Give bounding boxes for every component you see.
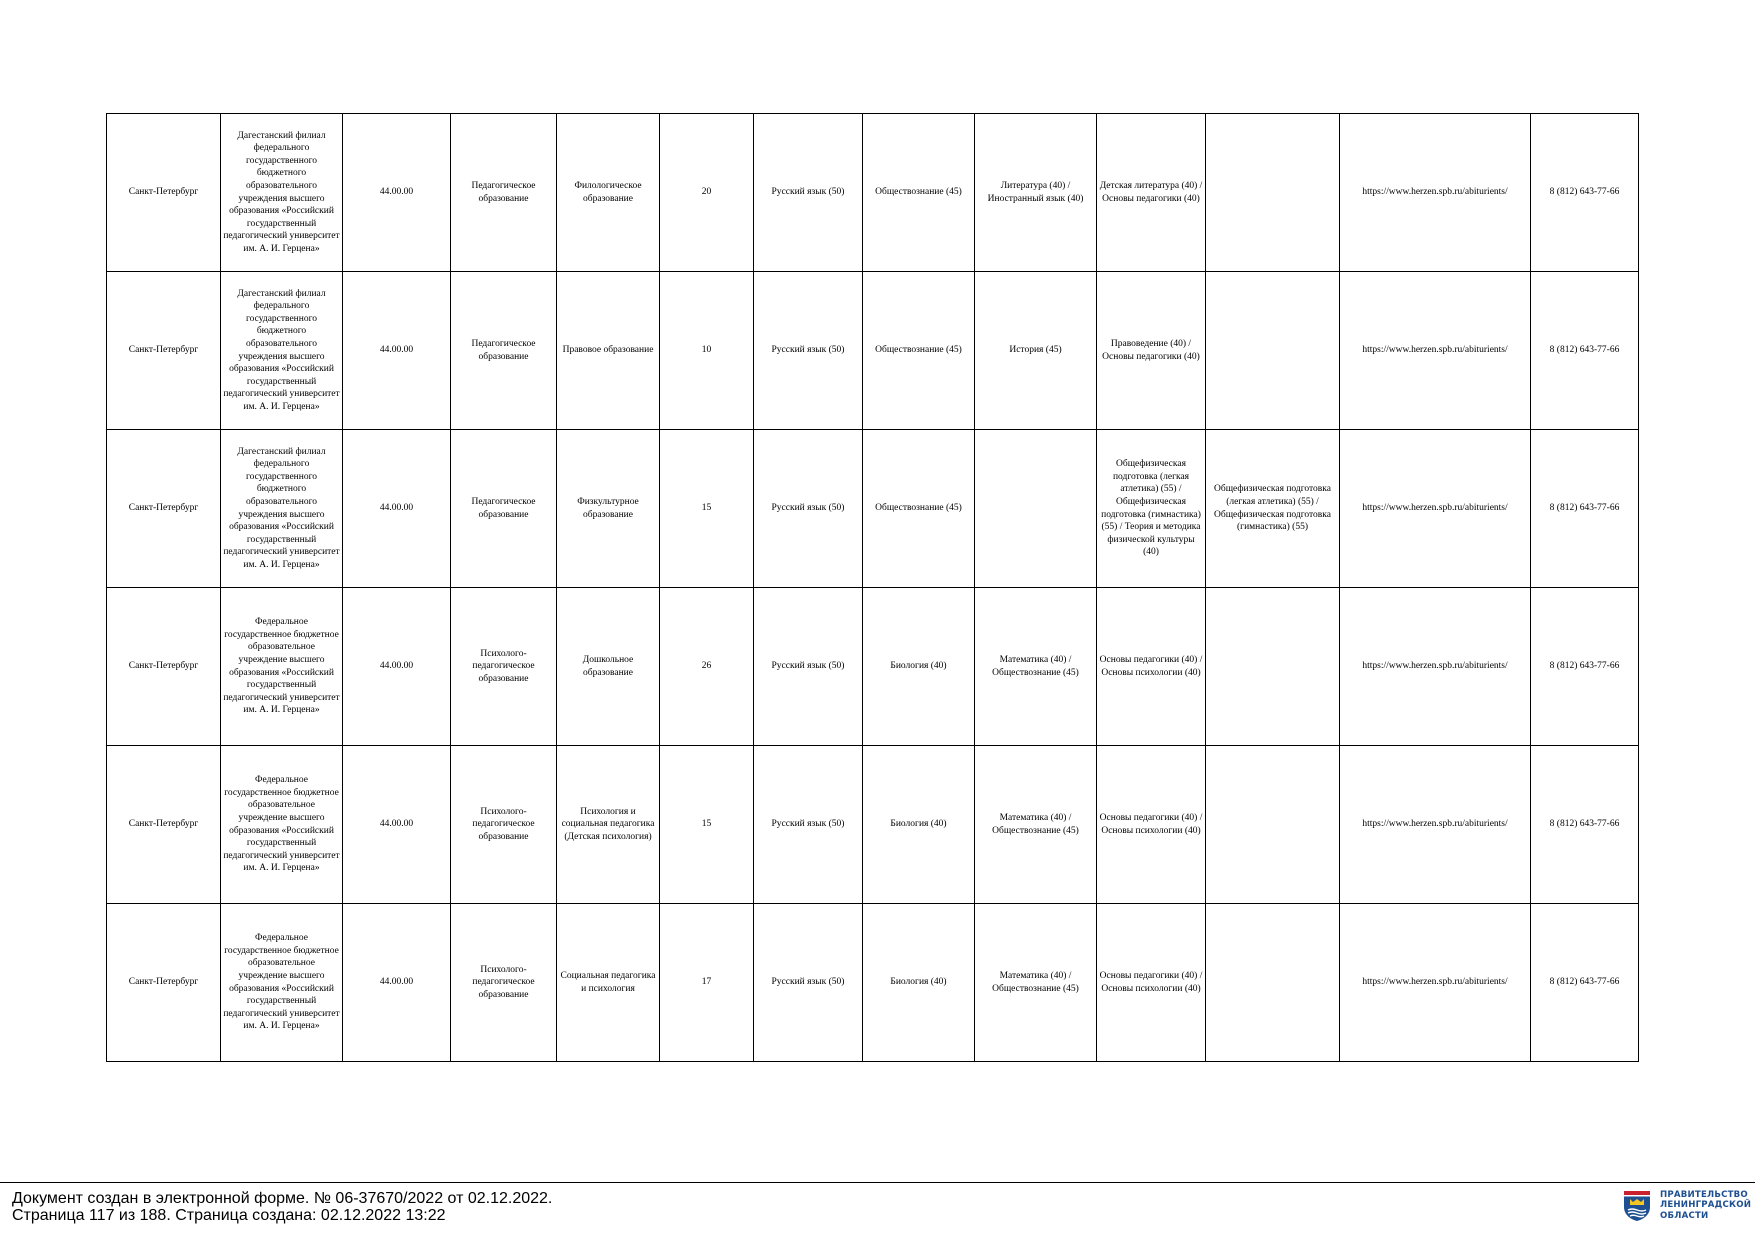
exam-3-cell [975,430,1097,588]
places-cell: 17 [660,904,754,1062]
field-cell: Психолого-педагогическое образование [451,746,557,904]
exam-4-cell: Общефизическая подготовка (легкая атлетика) (55) / Общефизическая подготовка (гимнастика) (55) / Теория и методика физической культуры (40) [1097,430,1206,588]
field-cell: Педагогическое образование [451,114,557,272]
program-cell: Дошкольное образование [557,588,660,746]
program-cell: Физкультурное образование [557,430,660,588]
exam-1-cell: Русский язык (50) [754,430,863,588]
code-cell: 44.00.00 [343,430,451,588]
exam-3-cell: Математика (40) / Обществознание (45) [975,588,1097,746]
exam-4-cell: Основы педагогики (40) / Основы психологии (40) [1097,588,1206,746]
exam-2-cell: Биология (40) [863,588,975,746]
exam-4-cell: Основы педагогики (40) / Основы психологии (40) [1097,904,1206,1062]
exam-2-cell: Обществознание (45) [863,272,975,430]
city-cell: Санкт-Петербург [107,746,221,904]
table-body [107,114,1639,1062]
exam-5-cell [1206,272,1340,430]
url-cell: https://www.herzen.spb.ru/abiturients/ [1340,114,1531,272]
city-cell: Санкт-Петербург [107,588,221,746]
url-cell: https://www.herzen.spb.ru/abiturients/ [1340,904,1531,1062]
institution-cell: Дагестанский филиал федерального государственного бюджетного образовательного учреждения высшего образования «Российский государственный педагогический университет им. А. И. Герцена» [221,114,343,272]
city-cell: Санкт-Петербург [107,430,221,588]
institution-cell: Федеральное государственное бюджетное образовательное учреждение высшего образования «Российский государственный педагогический университет им. А. И. Герцена» [221,904,343,1062]
footer-divider [0,1182,1755,1183]
logo-line-3: ОБЛАСТИ [1660,1210,1709,1221]
exam-5-cell [1206,904,1340,1062]
exam-2-cell: Обществознание (45) [863,114,975,272]
exam-4-cell: Основы педагогики (40) / Основы психологии (40) [1097,746,1206,904]
phone-cell: 8 (812) 643-77-66 [1531,904,1639,1062]
url-cell: https://www.herzen.spb.ru/abiturients/ [1340,272,1531,430]
exam-2-cell: Биология (40) [863,904,975,1062]
exam-1-cell: Русский язык (50) [754,588,863,746]
program-cell: Социальная педагогика и психология [557,904,660,1062]
coat-of-arms-icon [1623,1190,1651,1222]
phone-cell: 8 (812) 643-77-66 [1531,114,1639,272]
city-cell: Санкт-Петербург [107,114,221,272]
phone-cell: 8 (812) 643-77-66 [1531,746,1639,904]
exam-3-cell: Математика (40) / Обществознание (45) [975,746,1097,904]
government-logo [1620,1189,1750,1225]
document-footer [12,1190,552,1224]
logo-line-1: ПРАВИТЕЛЬСТВО [1660,1190,1748,1200]
city-cell: Санкт-Петербург [107,272,221,430]
phone-cell: 8 (812) 643-77-66 [1531,430,1639,588]
field-cell: Педагогическое образование [451,272,557,430]
program-cell: Правовое образование [557,272,660,430]
exam-3-cell: Математика (40) / Обществознание (45) [975,904,1097,1062]
code-cell: 44.00.00 [343,746,451,904]
program-cell: Психология и социальная педагогика (Детская психология) [557,746,660,904]
field-cell: Психолого-педагогическое образование [451,904,557,1062]
table-row [107,430,1639,588]
field-cell: Психолого-педагогическое образование [451,588,557,746]
exam-5-cell [1206,588,1340,746]
places-cell: 20 [660,114,754,272]
footer-line-document-info: Документ создан в электронной форме. № 06-37670/2022 от 02.12.2022. [12,1190,553,1207]
logo-line-2: ЛЕНИНГРАДСКОЙ [1660,1200,1752,1211]
institution-cell: Федеральное государственное бюджетное образовательное учреждение высшего образования «Российский государственный педагогический университет им. А. И. Герцена» [221,746,343,904]
exam-2-cell: Обществознание (45) [863,430,975,588]
places-cell: 10 [660,272,754,430]
footer-line-page-info: Страница 117 из 188. Страница создана: 02.12.2022 13:22 [12,1207,446,1224]
exam-1-cell: Русский язык (50) [754,114,863,272]
exam-5-cell: Общефизическая подготовка (легкая атлетика) (55) / Общефизическая подготовка (гимнастика) (55) [1206,430,1340,588]
code-cell: 44.00.00 [343,588,451,746]
table-row [107,272,1639,430]
code-cell: 44.00.00 [343,272,451,430]
exam-3-cell: История (45) [975,272,1097,430]
exam-1-cell: Русский язык (50) [754,904,863,1062]
table-row [107,588,1639,746]
exam-1-cell: Русский язык (50) [754,272,863,430]
phone-cell: 8 (812) 643-77-66 [1531,588,1639,746]
table-row [107,746,1639,904]
places-cell: 15 [660,430,754,588]
exam-2-cell: Биология (40) [863,746,975,904]
url-cell: https://www.herzen.spb.ru/abiturients/ [1340,746,1531,904]
institution-cell: Дагестанский филиал федерального государственного бюджетного образовательного учреждения высшего образования «Российский государственный педагогический университет им. А. И. Герцена» [221,272,343,430]
field-cell: Педагогическое образование [451,430,557,588]
table-row [107,904,1639,1062]
admissions-table [106,113,1639,1062]
exam-5-cell [1206,746,1340,904]
table-row [107,114,1639,272]
url-cell: https://www.herzen.spb.ru/abiturients/ [1340,430,1531,588]
places-cell: 26 [660,588,754,746]
exam-1-cell: Русский язык (50) [754,746,863,904]
places-cell: 15 [660,746,754,904]
url-cell: https://www.herzen.spb.ru/abiturients/ [1340,588,1531,746]
city-cell: Санкт-Петербург [107,904,221,1062]
exam-4-cell: Детская литература (40) / Основы педагогики (40) [1097,114,1206,272]
code-cell: 44.00.00 [343,904,451,1062]
institution-cell: Дагестанский филиал федерального государственного бюджетного образовательного учреждения высшего образования «Российский государственный педагогический университет им. А. И. Герцена» [221,430,343,588]
institution-cell: Федеральное государственное бюджетное образовательное учреждение высшего образования «Российский государственный педагогический университет им. А. И. Герцена» [221,588,343,746]
phone-cell: 8 (812) 643-77-66 [1531,272,1639,430]
exam-3-cell: Литература (40) / Иностранный язык (40) [975,114,1097,272]
code-cell: 44.00.00 [343,114,451,272]
program-cell: Филологическое образование [557,114,660,272]
exam-4-cell: Правоведение (40) / Основы педагогики (40) [1097,272,1206,430]
exam-5-cell [1206,114,1340,272]
logo-wordmark [1660,1190,1750,1221]
